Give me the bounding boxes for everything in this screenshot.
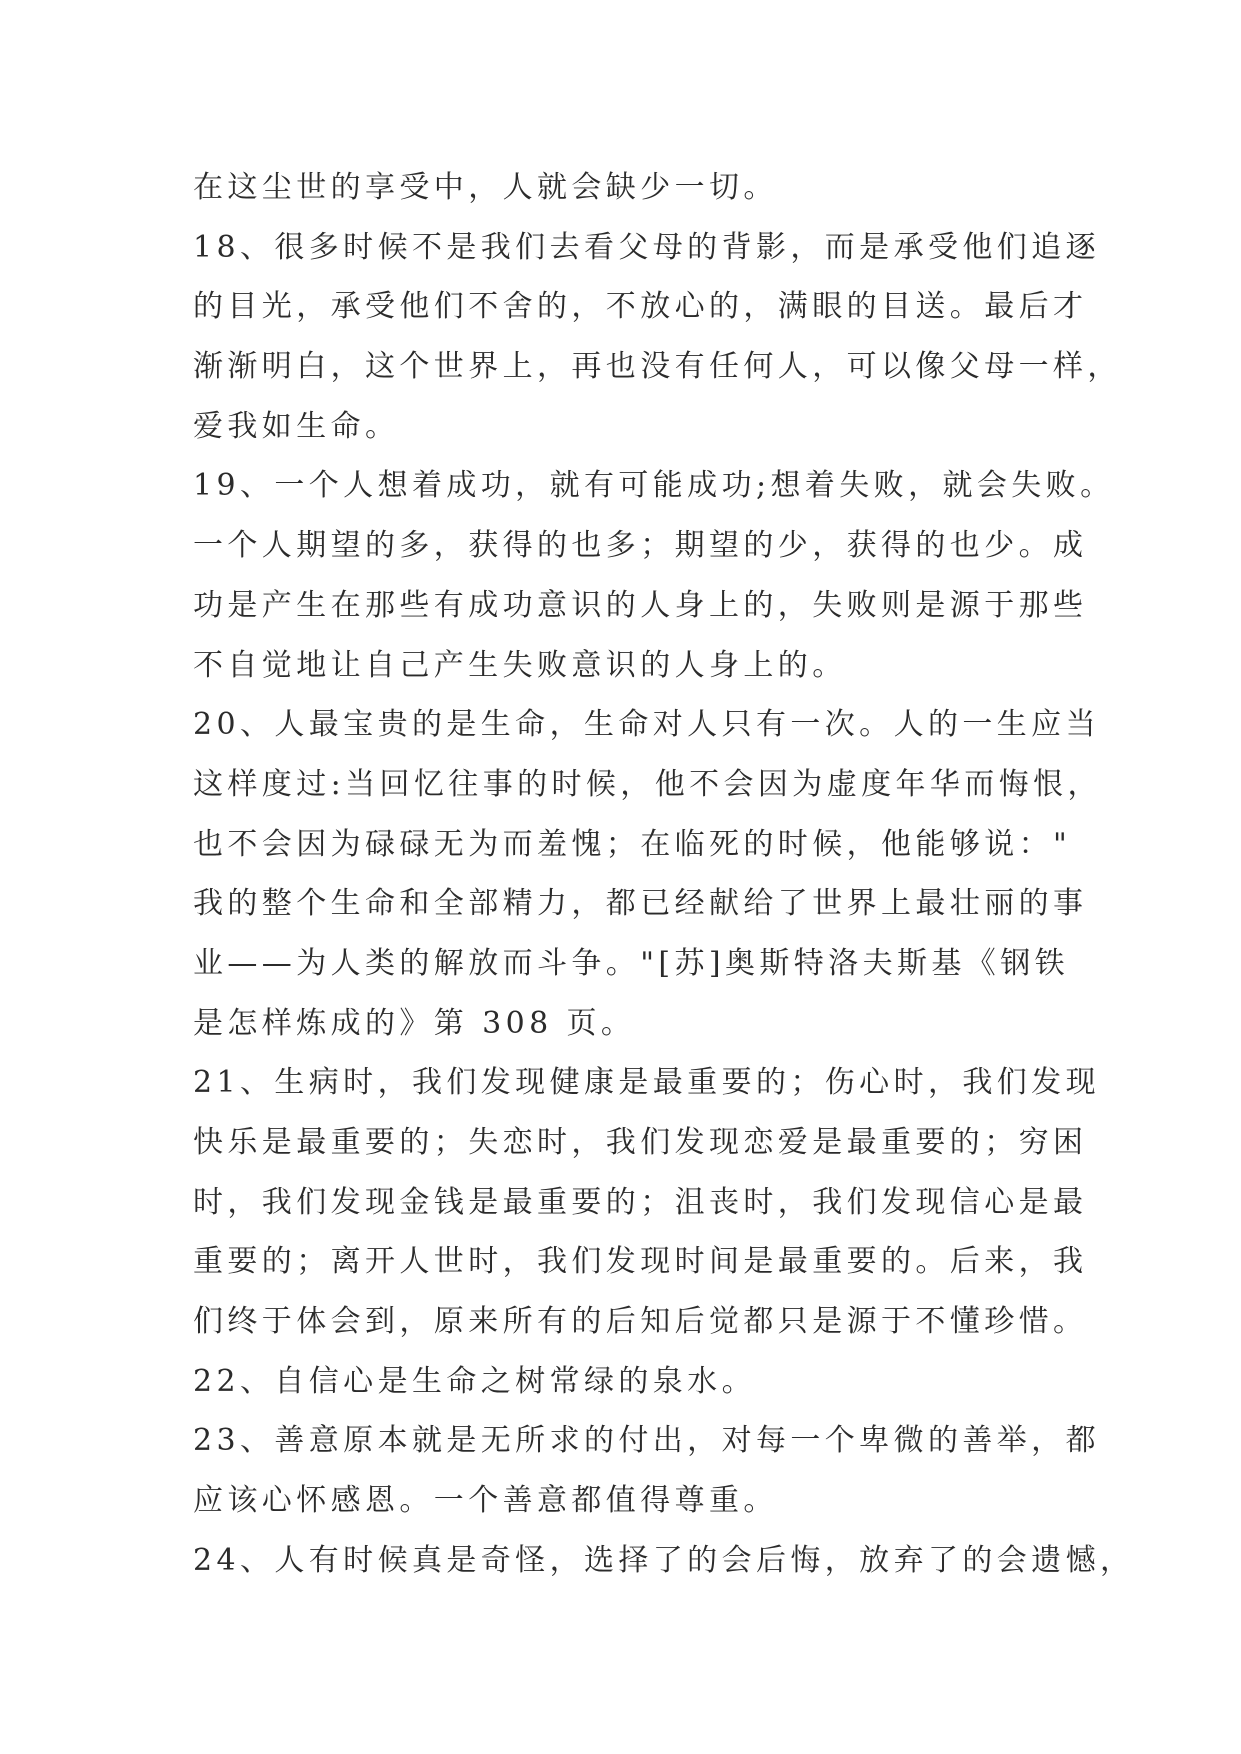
text-line: 的目光，承受他们不舍的，不放心的，满眼的目送。最后才	[193, 289, 1088, 325]
text-line: 是怎样炼成的》第 308 页。	[193, 1005, 636, 1041]
text-line: 们终于体会到，原来所有的后知后觉都只是源于不懂珍惜。	[193, 1304, 1088, 1340]
text-line: 渐渐明白，这个世界上，再也没有任何人，可以像父母一样，	[193, 349, 1122, 385]
text-line: 一个人期望的多，获得的也多；期望的少，获得的也少。成	[193, 528, 1088, 564]
text-line: 在这尘世的享受中，人就会缺少一切。	[193, 170, 778, 205]
text-line: 应该心怀感恩。一个善意都值得尊重。	[193, 1483, 778, 1519]
text-line: 快乐是最重要的；失恋时，我们发现恋爱是最重要的；穷困	[193, 1125, 1088, 1160]
text-line: 也不会因为碌碌无为而羞愧；在临死的时候，他能够说："	[193, 826, 1072, 862]
text-line: 20、人最宝贵的是生命，生命对人只有一次。人的一生应当	[193, 707, 1100, 743]
document-body	[193, 158, 1135, 1591]
text-line: 我的整个生命和全部精力，都已经献给了世界上最壮丽的事	[193, 886, 1088, 922]
text-line: 18、很多时候不是我们去看父母的背影，而是承受他们追逐	[193, 229, 1100, 265]
text-line: 这样度过:当回忆往事的时候，他不会因为虚度年华而悔恨，	[193, 766, 1102, 802]
text-line: 业——为人类的解放而斗争。"[苏]奥斯特洛夫斯基《钢铁	[193, 945, 1070, 981]
text-line: 不自觉地让自己产生失败意识的人身上的。	[193, 647, 847, 683]
text-line: 19、一个人想着成功，就有可能成功;想着失败，就会失败。	[193, 468, 1115, 504]
text-line: 21、生病时，我们发现健康是最重要的；伤心时，我们发现	[193, 1065, 1100, 1101]
text-line: 时，我们发现金钱是最重要的；沮丧时，我们发现信心是最	[193, 1184, 1088, 1220]
text-line: 22、自信心是生命之树常绿的泉水。	[193, 1363, 756, 1399]
text-line: 重要的；离开人世时，我们发现时间是最重要的。后来，我	[193, 1244, 1088, 1280]
text-line: 23、善意原本就是无所求的付出，对每一个卑微的善举，都	[193, 1423, 1100, 1459]
text-line: 24、人有时候真是奇怪，选择了的会后悔，放弃了的会遗憾，	[193, 1542, 1135, 1578]
text-line: 功是产生在那些有成功意识的人身上的，失败则是源于那些	[193, 587, 1088, 623]
text-line: 爱我如生命。	[193, 408, 400, 444]
